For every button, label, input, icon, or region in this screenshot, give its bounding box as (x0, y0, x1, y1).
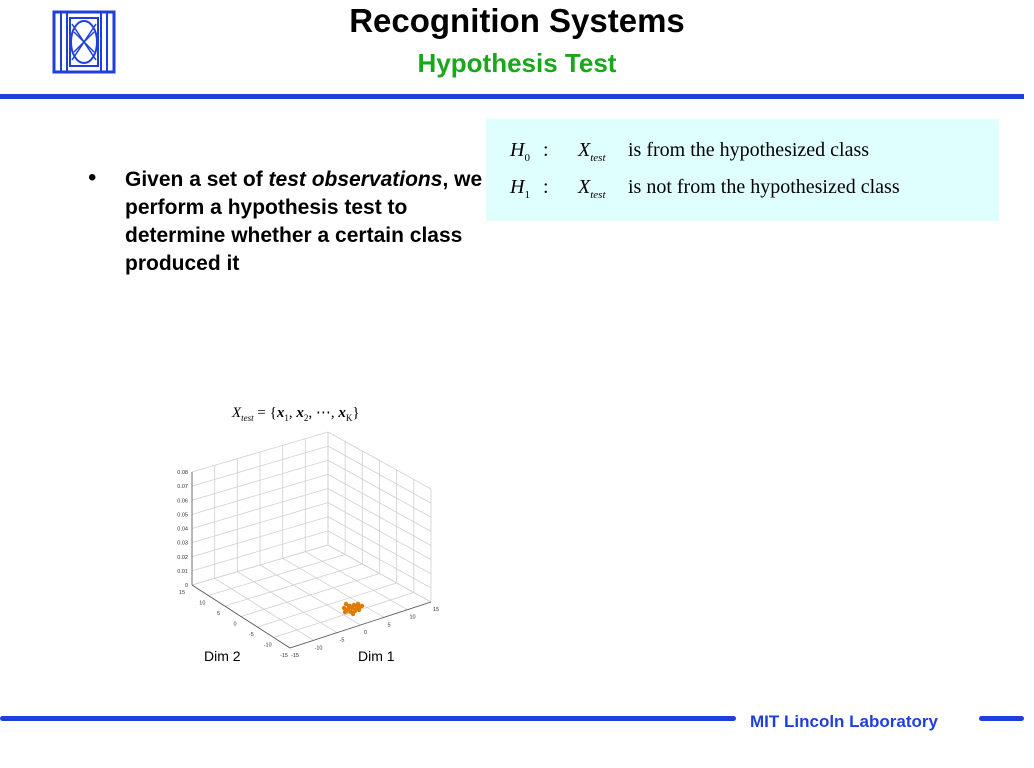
observation-point (351, 612, 355, 616)
hypothesis-colon: : (543, 176, 549, 198)
z-tick-label: 0 (184, 583, 188, 589)
hypotheses-box (486, 119, 999, 221)
test-set-formula: $X_{test} = \{x_1$, $x_2$, ⋯, $x_K$} (232, 405, 360, 423)
observation-point (343, 610, 347, 614)
dim2-tick-label: 5 (217, 611, 221, 617)
footer-lab-name: MIT Lincoln Laboratory (750, 712, 938, 731)
z-tick-label: 0.08 (177, 470, 188, 476)
dim2-tick-label: 15 (178, 590, 186, 596)
bullet-text (125, 166, 495, 278)
dim1-tick-label: 5 (387, 622, 391, 629)
z-tick-label: 0.01 (177, 568, 188, 575)
hypothesis-variable: $X_{test}$ (578, 176, 606, 201)
bullet-icon: • (88, 164, 97, 191)
dim1-tick-label: -15 (291, 653, 299, 659)
slide-title: Recognition Systems (349, 2, 685, 39)
footer-divider-right (979, 716, 1024, 721)
hypothesis-null (486, 139, 999, 169)
observation-point (357, 608, 361, 612)
bullet-text-emphasis: test observations (268, 168, 443, 191)
hypothesis-variable: $X_{test}$ (578, 139, 606, 164)
slide-subtitle: Hypothesis Test (417, 48, 617, 78)
hypothesis-description: is not from the hypothesized class (628, 176, 900, 198)
hypothesis-alternative (486, 176, 999, 206)
dim2-tick-label: -15 (280, 653, 288, 659)
footer-divider-left (0, 716, 736, 721)
dim1-tick-label: 15 (432, 607, 440, 613)
dim2-tick-label: -5 (248, 632, 254, 638)
observation-point (360, 604, 364, 608)
z-tick-label: 0.03 (177, 540, 188, 547)
observation-point (355, 604, 359, 608)
observation-point (347, 604, 351, 608)
dim2-tick-label: -10 (263, 642, 272, 649)
hypothesis-description: is from the hypothesized class (628, 139, 870, 161)
dim2-axis-label: Dim 2 (204, 648, 241, 664)
dim1-tick-label: 0 (363, 630, 368, 636)
dim1-tick-label: -5 (339, 637, 345, 644)
z-tick-label: 0.04 (177, 526, 188, 533)
hypothesis-symbol: $H_1$ (510, 176, 530, 201)
hypothesis-colon: : (543, 139, 549, 161)
hypothesis-symbol: $H_0$ (510, 139, 530, 164)
bullet-text-part2: , we perform a hypothesis test to determine whether a certain class produced it (125, 168, 483, 275)
z-tick-label: 0.06 (177, 498, 188, 505)
z-tick-label: 0.05 (177, 512, 188, 519)
header-divider (0, 94, 1024, 99)
dim1-tick-label: 10 (409, 614, 416, 621)
bullet-text-part1: Given a set of (125, 168, 269, 191)
dim2-tick-label: 0 (233, 621, 237, 628)
dim1-axis-label: Dim 1 (358, 648, 395, 664)
dim1-tick-label: -10 (314, 645, 323, 652)
dim2-tick-label: 10 (199, 600, 206, 607)
z-tick-label: 0.02 (177, 554, 188, 561)
z-tick-label: 0.07 (177, 484, 188, 491)
